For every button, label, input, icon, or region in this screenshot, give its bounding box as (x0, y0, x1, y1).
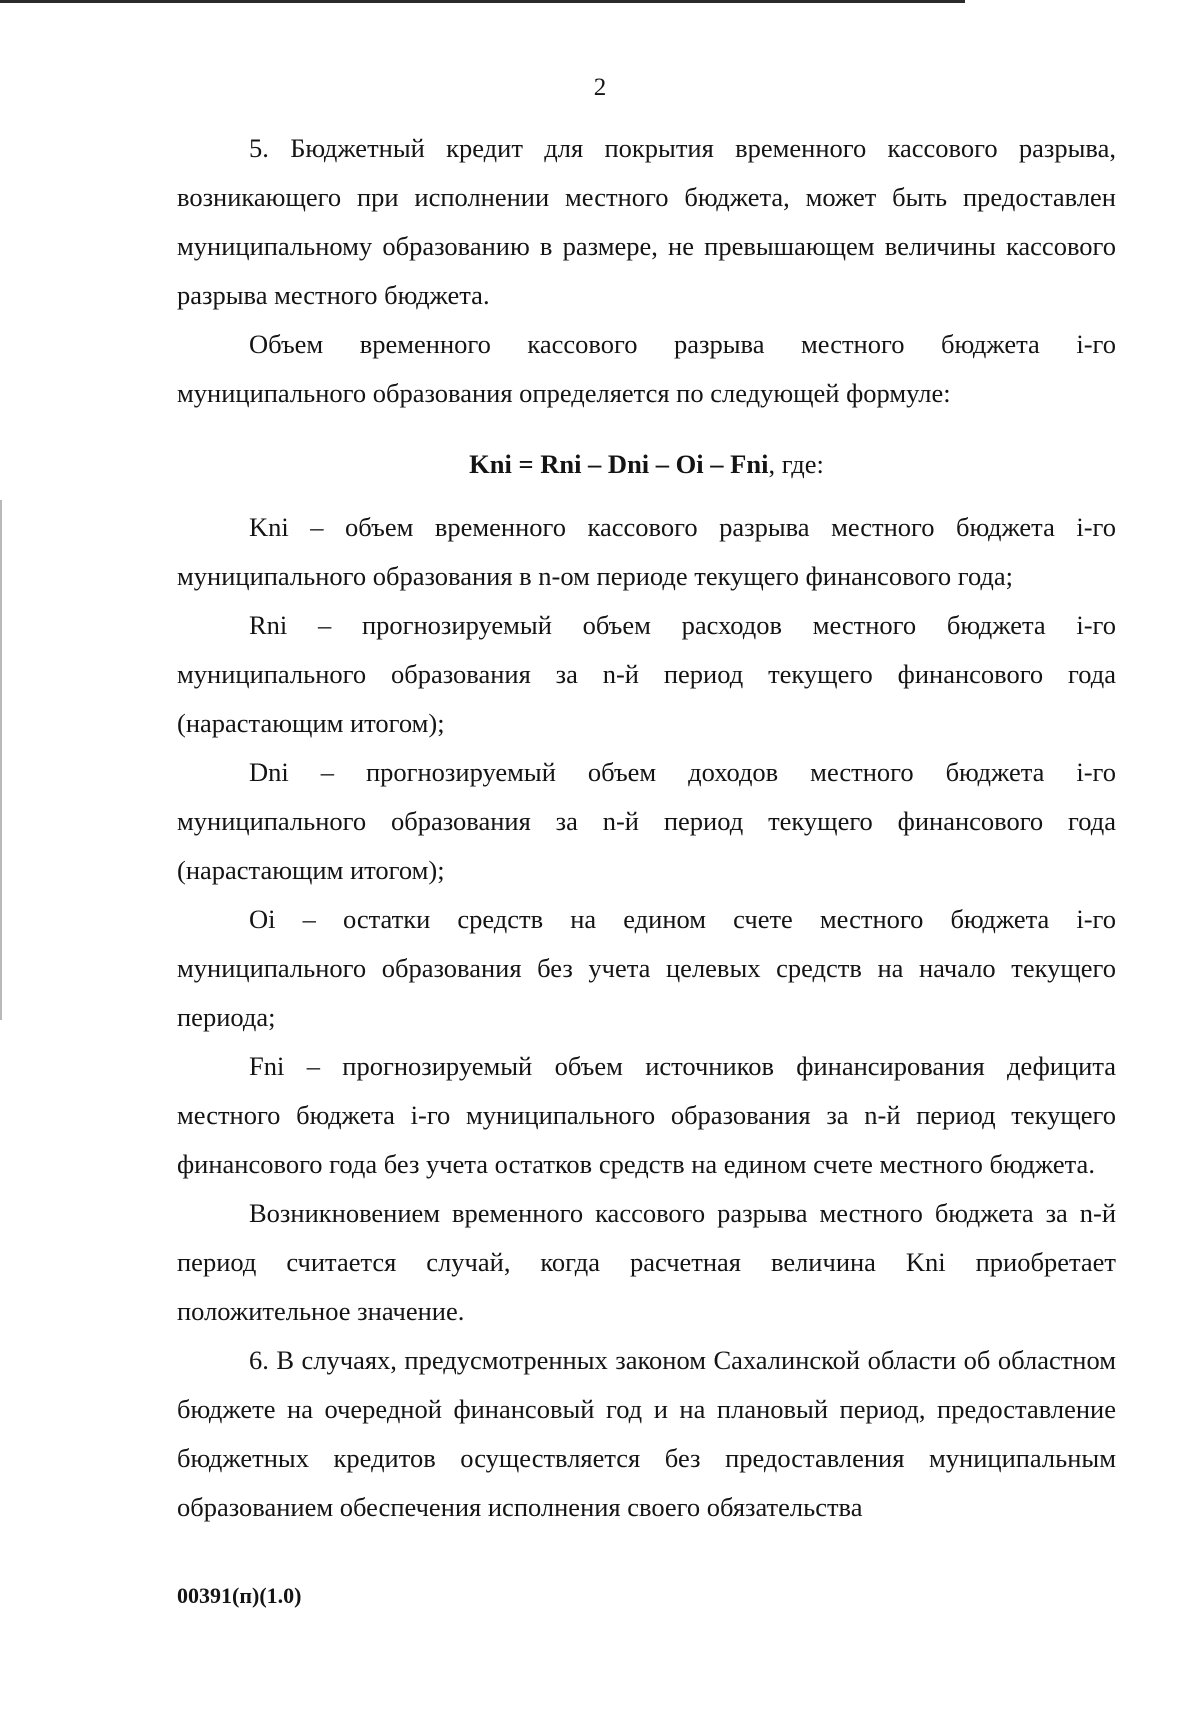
paragraph-gap-occurrence: Возникновением временного кассового разрыва местного бюджета за n-й период считается случай, когда расчетная величина Kni приобретает положительное значение. (177, 1198, 1116, 1326)
definition-symbol: Fni (249, 1051, 285, 1081)
formula-expression: Kni = Rni – Dni – Oi – Fni (469, 449, 769, 479)
definition-dni (177, 748, 1116, 895)
definition-symbol: Dni (249, 757, 289, 787)
definition-text: – остатки средств на едином счете местного бюджета i-го муниципального образования без учета целевых средств на начало текущего периода; (177, 904, 1116, 1032)
document-code: 00391(п)(1.0) (177, 1583, 302, 1608)
definition-fni (177, 1042, 1116, 1189)
definition-symbol: Kni (249, 512, 289, 542)
document-body (177, 124, 1116, 1532)
paragraph-5: 5. Бюджетный кредит для покрытия временного кассового разрыва, возникающего при исполнении местного бюджета, может быть предоставлен муниципальному образованию в размере, не превышающем величины кассового разрыва местного бюджета. (177, 133, 1116, 310)
definition-text: – прогнозируемый объем расходов местного бюджета i-го муниципального образования за n-й период текущего финансового года (нарастающим итогом); (177, 610, 1116, 738)
definition-symbol: Rni (249, 610, 288, 640)
formula (177, 440, 1116, 489)
paragraph-formula-intro: Объем временного кассового разрыва местного бюджета i-го муниципального образования определяется по следующей формуле: (177, 329, 1116, 408)
definition-text: – объем временного кассового разрыва местного бюджета i-го муниципального образования в n-ом периоде текущего финансового года; (177, 512, 1116, 591)
definition-text: – прогнозируемый объем источников финансирования дефицита местного бюджета i-го муниципального образования за n-й период текущего финансового года без учета остатков средств на едином счете местного бюджета. (177, 1051, 1116, 1179)
definition-kni (177, 503, 1116, 601)
definition-rni (177, 601, 1116, 748)
scan-left-edge (0, 500, 2, 1020)
paragraph-6: 6. В случаях, предусмотренных законом Сахалинской области об областном бюджете на очередной финансовый год и на плановый период, предоставление бюджетных кредитов осуществляется без предоставления муниципальным образованием обеспечения исполнения своего обязательства (177, 1345, 1116, 1522)
scan-top-edge (0, 0, 965, 3)
definition-symbol: Oi (249, 904, 276, 934)
definition-text: – прогнозируемый объем доходов местного бюджета i-го муниципального образования за n-й период текущего финансового года (нарастающим итогом); (177, 757, 1116, 885)
page-number: 2 (593, 74, 607, 101)
formula-suffix: , где: (768, 449, 824, 479)
definition-oi (177, 895, 1116, 1042)
